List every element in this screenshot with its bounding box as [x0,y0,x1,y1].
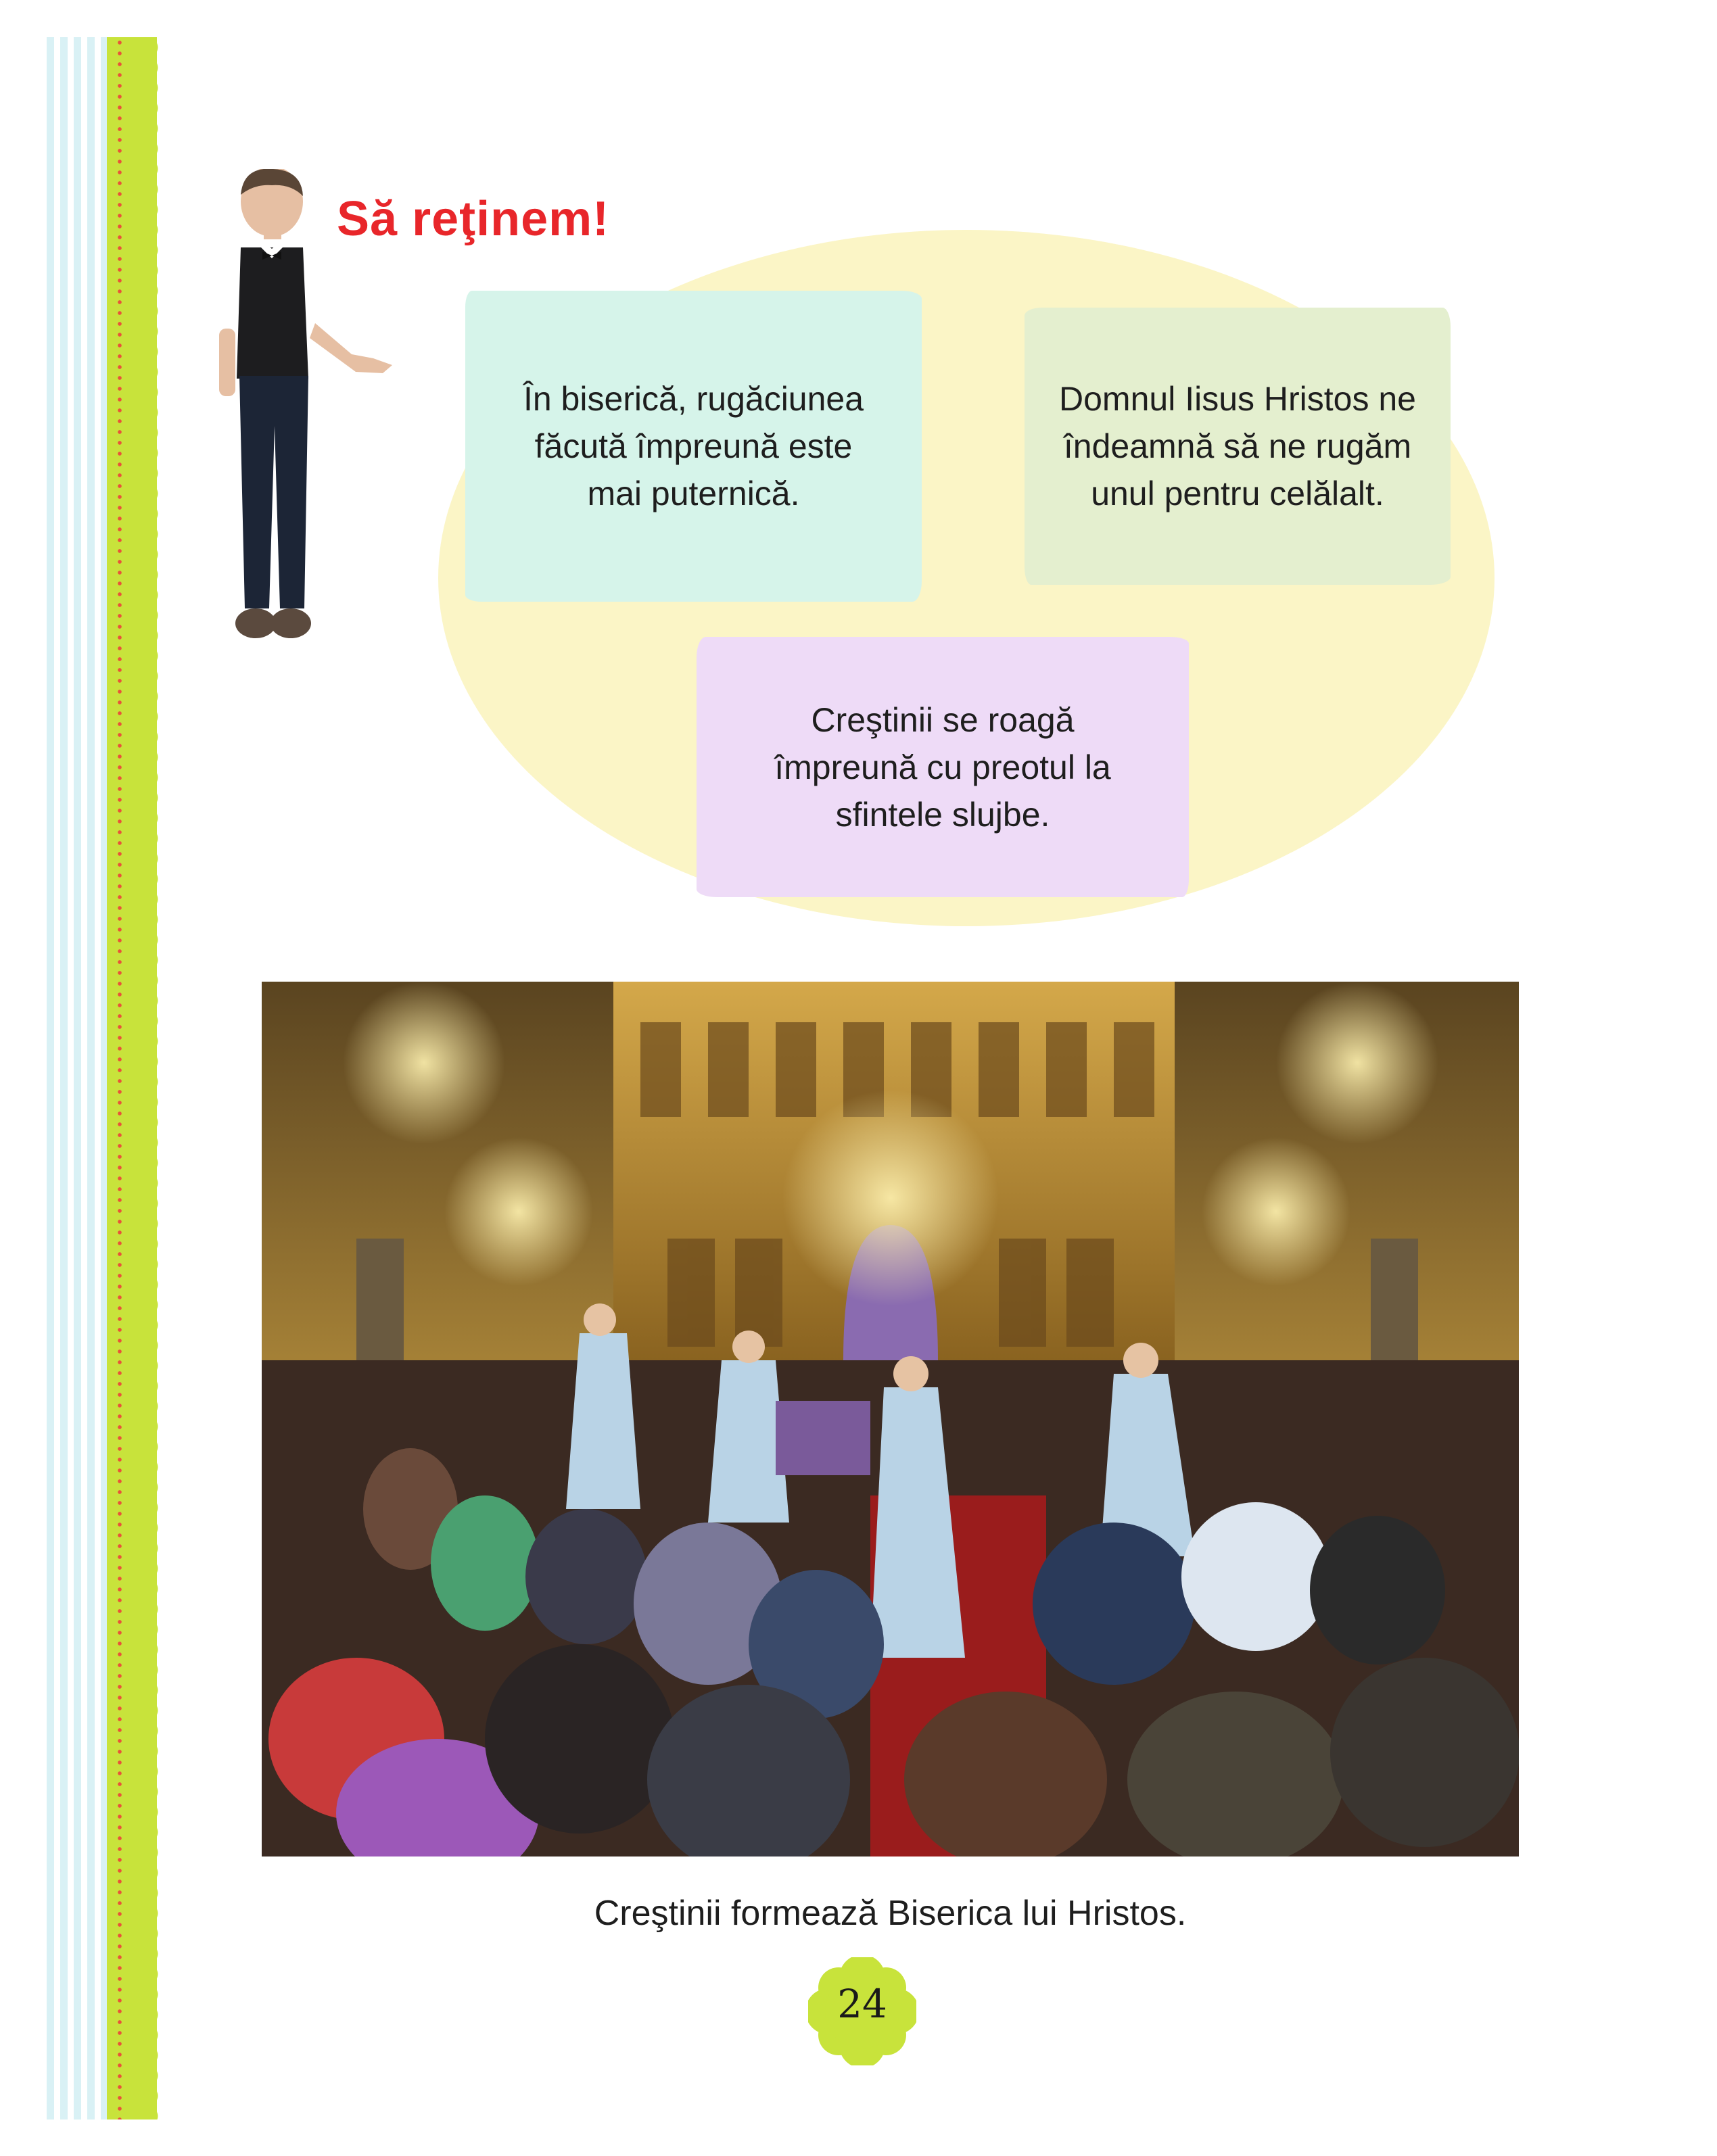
photo-caption: Creştinii formează Biserica lui Hristos. [594,1894,1187,1933]
margin-scallop-edge [149,37,166,2119]
margin-dotted-line [118,37,122,2119]
margin-stripes [41,37,108,2119]
church-service-photo [262,982,1519,1856]
page-number: 24 [837,1981,887,2027]
note-text: În biserică, rugăciunea făcută împreună este mai puternică. [523,380,864,512]
note-text: Domnul Iisus Hristos ne îndeamnă să ne rugăm unul pentru celălalt. [1059,380,1416,512]
note-text: Creştinii se roagă împreună cu preotul la sfintele slujbe. [774,700,1111,834]
note-card-pray-for-each-other [1025,308,1451,585]
note-card-pray-with-priest [697,637,1189,897]
page-heading: Să reţinem! [337,192,610,246]
note-card-prayer-together [465,291,922,602]
